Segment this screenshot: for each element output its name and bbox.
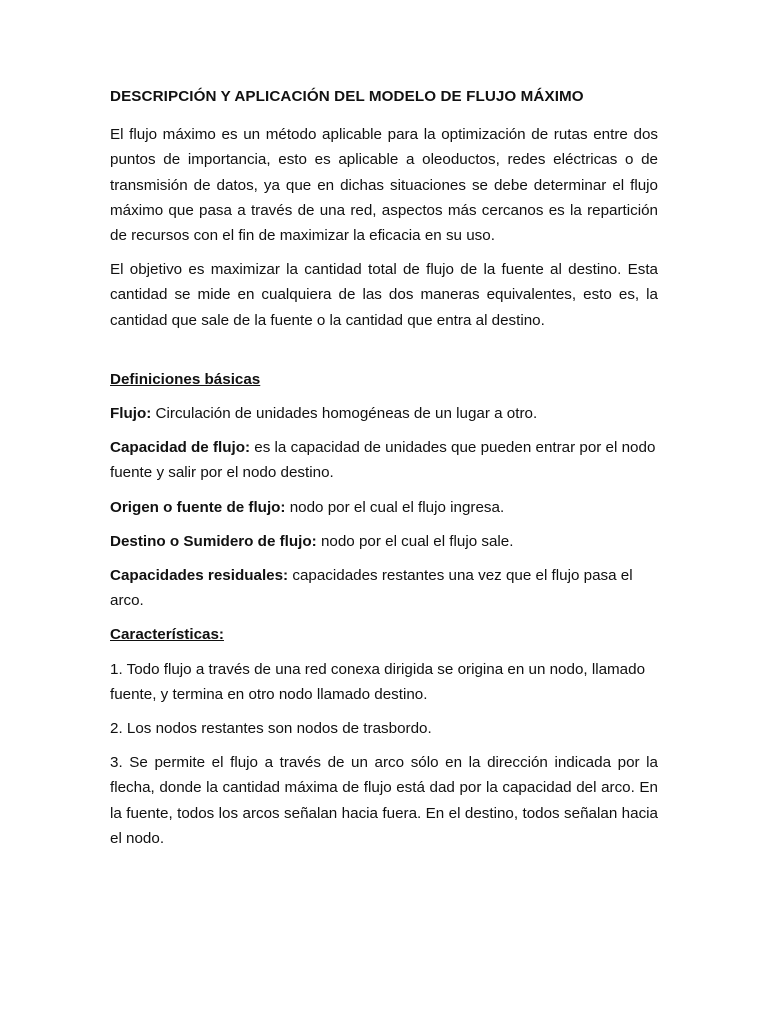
document-page (110, 84, 658, 860)
definition-item (110, 529, 658, 554)
characteristic-item: 2. Los nodos restantes son nodos de trasbordo. (110, 720, 432, 738)
definition-text: Circulación de unidades homogéneas de un lugar a otro. (151, 405, 538, 423)
definition-term: Origen o fuente de flujo: (110, 498, 286, 516)
definition-item (110, 435, 658, 485)
objective-paragraph: El objetivo es maximizar la cantidad total de flujo de la fuente al destino. Esta cantidad se mide en cualquiera de las dos maneras equivalentes, esto es, la cantidad que sale de la fuente o la cantidad que entra al destino. (110, 261, 658, 329)
definition-text: capacidades restantes una vez que el flujo pasa el arco. (110, 567, 633, 610)
characteristics-heading: Características: (110, 626, 224, 644)
definition-item (110, 495, 658, 520)
definition-term: Capacidad de flujo: (110, 439, 251, 457)
definition-text: nodo por el cual el flujo sale. (316, 532, 514, 550)
section-spacer (110, 342, 658, 367)
definition-text: nodo por el cual el flujo ingresa. (285, 498, 505, 516)
definition-term: Flujo: (110, 405, 152, 423)
definition-term: Destino o Sumidero de flujo: (110, 532, 317, 550)
definition-item (110, 563, 658, 613)
definitions-heading: Definiciones básicas (110, 370, 261, 388)
characteristic-item: 3. Se permite el flujo a través de un arco sólo en la dirección indicada por la flecha, donde la cantidad máxima de flujo está dad por la capacidad del arco. En la fuente, todos los arcos señalan hacia fuera. En el destino, todos señalan hacia el nodo. (110, 754, 658, 847)
definition-term: Capacidades residuales: (110, 567, 289, 585)
intro-paragraph: El flujo máximo es un método aplicable para la optimización de rutas entre dos puntos de importancia, esto es aplicable a oleoductos, redes eléctricas o de transmisión de datos, ya que en dichas situaciones se debe determinar el flujo máximo que pasa a través de una red, aspectos más cercanos es la repartición de recursos con el fin de maximizar la eficacia en su uso. (110, 126, 658, 245)
definition-text: es la capacidad de unidades que pueden entrar por el nodo fuente y salir por el nodo destino. (110, 439, 656, 482)
characteristic-item: 1. Todo flujo a través de una red conexa dirigida se origina en un nodo, llamado fuente, y termina en otro nodo llamado destino. (110, 660, 646, 703)
definition-item (110, 401, 658, 426)
document-title: DESCRIPCIÓN Y APLICACIÓN DEL MODELO DE FLUJO MÁXIMO (110, 88, 584, 105)
